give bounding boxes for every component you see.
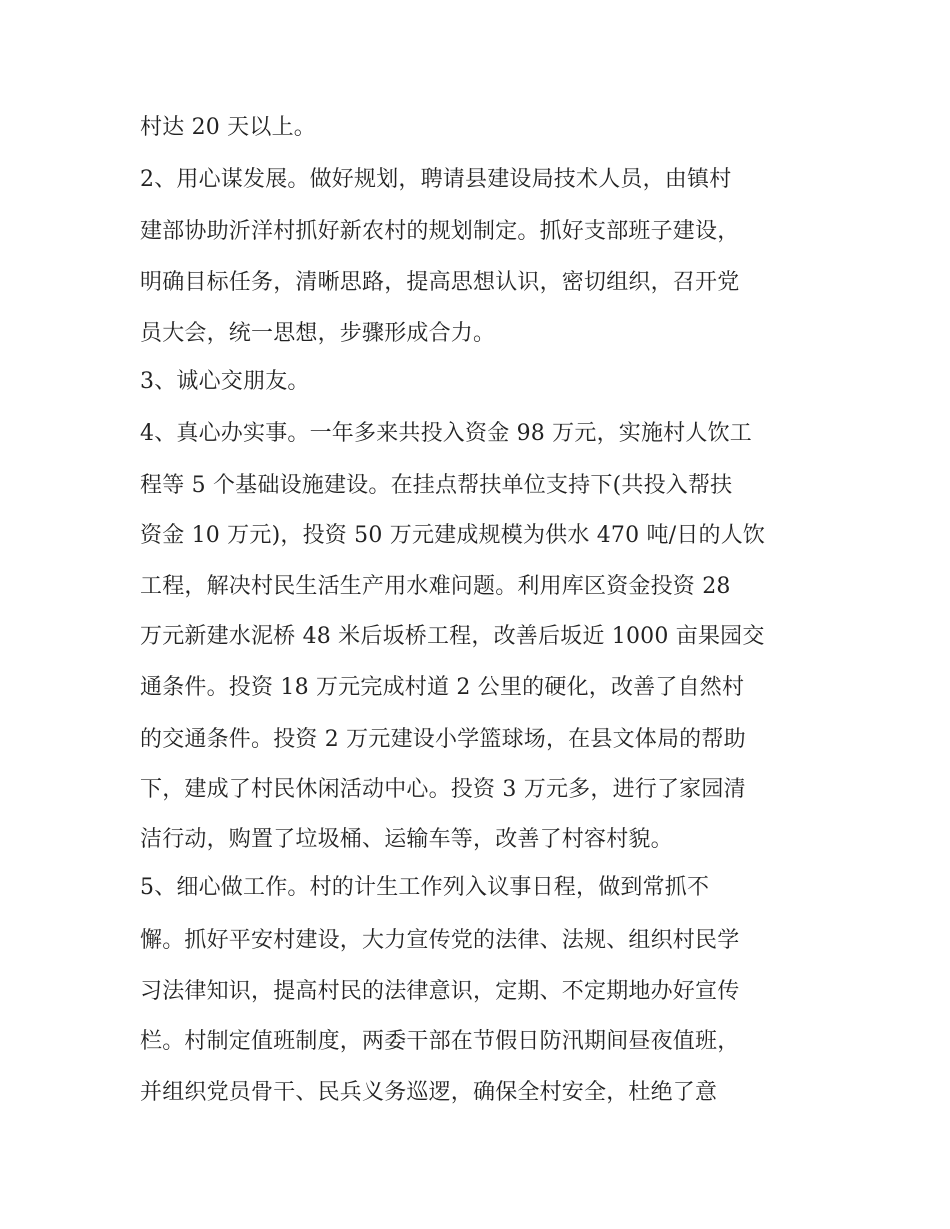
text-line-13: 的交通条件。投资 2 万元建设小学篮球场，在县文体局的帮助 [140, 727, 746, 752]
text-line-8: 程等 5 个基础设施建设。在挂点帮扶单位支持下(共投入帮扶 [140, 473, 733, 498]
text-line-15: 洁行动，购置了垃圾桶、运输车等，改善了村容村貌。 [140, 827, 673, 852]
text-line-19: 栏。村制定值班制度，两委干部在节假日防汛期间昼夜值班， [140, 1029, 740, 1054]
text-line-16: 5、细心做工作。村的计生工作列入议事日程，做到常抓不 [140, 875, 710, 900]
text-line-3: 建部协助沂洋村抓好新农村的规划制定。抓好支部班子建设， [140, 219, 740, 244]
text-line-1: 村达 20 天以上。 [140, 115, 316, 140]
text-line-7: 4、真心办实事。一年多来共投入资金 98 万元，实施村人饮工 [140, 421, 752, 446]
text-line-18: 习法律知识，提高村民的法律意识，定期、不定期地办好宣传 [140, 979, 740, 1004]
text-line-10: 工程，解决村民生活生产用水难问题。利用库区资金投资 28 [140, 574, 731, 599]
text-line-6: 3、诚心交朋友。 [140, 369, 310, 394]
text-line-20: 并组织党员骨干、民兵义务巡逻，确保全村安全，杜绝了意 [140, 1080, 718, 1105]
text-line-14: 下，建成了村民休闲活动中心。投资 3 万元多，进行了家园清 [140, 777, 746, 802]
text-line-12: 通条件。投资 18 万元完成村道 2 公里的硬化，改善了自然村 [140, 675, 745, 700]
text-line-2: 2、用心谋发展。做好规划，聘请县建设局技术人员，由镇村 [140, 167, 732, 192]
text-line-5: 员大会，统一思想，步骤形成合力。 [140, 321, 496, 346]
text-line-9: 资金 10 万元)，投资 50 万元建成规模为供水 470 吨/日的人饮 [140, 523, 766, 548]
text-line-17: 懈。抓好平安村建设，大力宣传党的法律、法规、组织村民学 [140, 928, 740, 953]
text-line-11: 万元新建水泥桥 48 米后坂桥工程，改善后坂近 1000 亩果园交 [140, 624, 765, 649]
text-line-4: 明确目标任务，清晰思路，提高思想认识，密切组织，召开党 [140, 270, 740, 295]
